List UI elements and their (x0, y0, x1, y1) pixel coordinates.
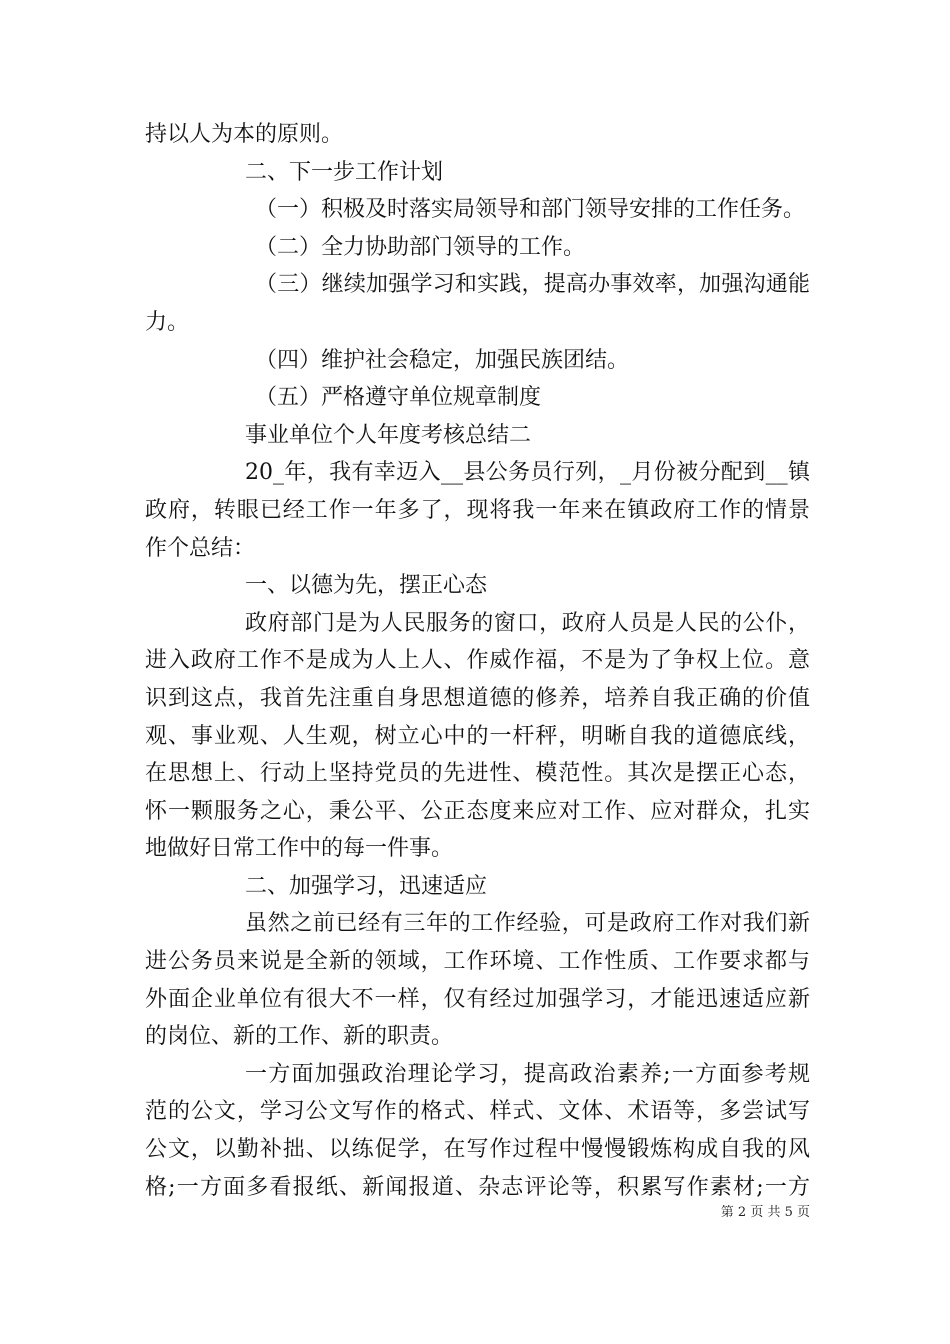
paragraph-intro-line-1: 20_年，我有幸迈入__县公务员行列，_月份被分配到__镇 (245, 460, 810, 486)
paragraph-study-line-3: 外面企业单位有很大不一样，仅有经过加强学习，才能迅速适应新 (145, 986, 810, 1012)
plan-item-2: （二）全力协助部门领导的工作。 (255, 234, 586, 260)
paragraph-ethics-line-3: 识到这点，我首先注重自身思想道德的修养，培养自我正确的价值 (145, 685, 810, 711)
paragraph-study-line-2: 进公务员来说是全新的领域，工作环境、工作性质、工作要求都与 (145, 949, 810, 975)
paragraph-study-line-4: 的岗位、新的工作、新的职责。 (145, 1024, 454, 1050)
paragraph-ethics-line-6: 怀一颗服务之心，秉公平、公正态度来应对工作、应对群众，扎实 (145, 798, 810, 824)
paragraph-methods-line-2: 范的公文，学习公文写作的格式、样式、文体、术语等，多尝试写 (145, 1099, 810, 1125)
document-body (145, 116, 810, 1206)
paragraph-ethics-line-7: 地做好日常工作中的每一件事。 (145, 836, 454, 862)
text-line-1: 持以人为本的原则。 (145, 122, 344, 147)
paragraph-methods-line-3: 公文，以勤补拙、以练促学，在写作过程中慢慢锻炼构成自我的风 (145, 1137, 810, 1163)
plan-item-3: （三）继续加强学习和实践，提高办事效率，加强沟通能 (255, 272, 810, 298)
plan-item-3-cont: 力。 (145, 309, 190, 335)
paragraph-ethics-line-2: 进入政府工作不是成为人上人、作威作福，不是为了争权上位。意 (145, 648, 810, 674)
paragraph-intro-line-2: 政府，转眼已经工作一年多了，现将我一年来在镇政府工作的情景 (145, 497, 810, 523)
section-heading-plan: 二、下一步工作计划 (245, 159, 444, 185)
page-number: 第 2 页 共 5 页 (720, 1205, 810, 1220)
paragraph-study-line-1: 虽然之前已经有三年的工作经验，可是政府工作对我们新 (245, 911, 810, 937)
section-heading-study: 二、加强学习，迅速适应 (245, 873, 488, 899)
paragraph-methods-line-4: 格;一方面多看报纸、新闻报道、杂志评论等，积累写作素材;一方 (145, 1174, 810, 1200)
section-heading-ethics: 一、以德为先，摆正心态 (245, 573, 488, 599)
plan-item-5: （五）严格遵守单位规章制度 (255, 385, 542, 411)
paragraph-ethics-line-4: 观、事业观、人生观，树立心中的一杆秤，明晰自我的道德底线， (145, 723, 810, 749)
paragraph-methods-line-1: 一方面加强政治理论学习，提高政治素养;一方面参考规 (245, 1061, 810, 1087)
plan-item-4: （四）维护社会稳定，加强民族团结。 (255, 347, 630, 373)
paragraph-ethics-line-5: 在思想上、行动上坚持党员的先进性、模范性。其次是摆正心态， (145, 761, 810, 787)
plan-item-1: （一）积极及时落实局领导和部门领导安排的工作任务。 (255, 197, 806, 223)
document-title-two: 事业单位个人年度考核总结二 (245, 422, 532, 448)
paragraph-intro-line-3: 作个总结： (145, 535, 256, 561)
paragraph-ethics-line-1: 政府部门是为人民服务的窗口，政府人员是人民的公仆， (245, 610, 810, 636)
